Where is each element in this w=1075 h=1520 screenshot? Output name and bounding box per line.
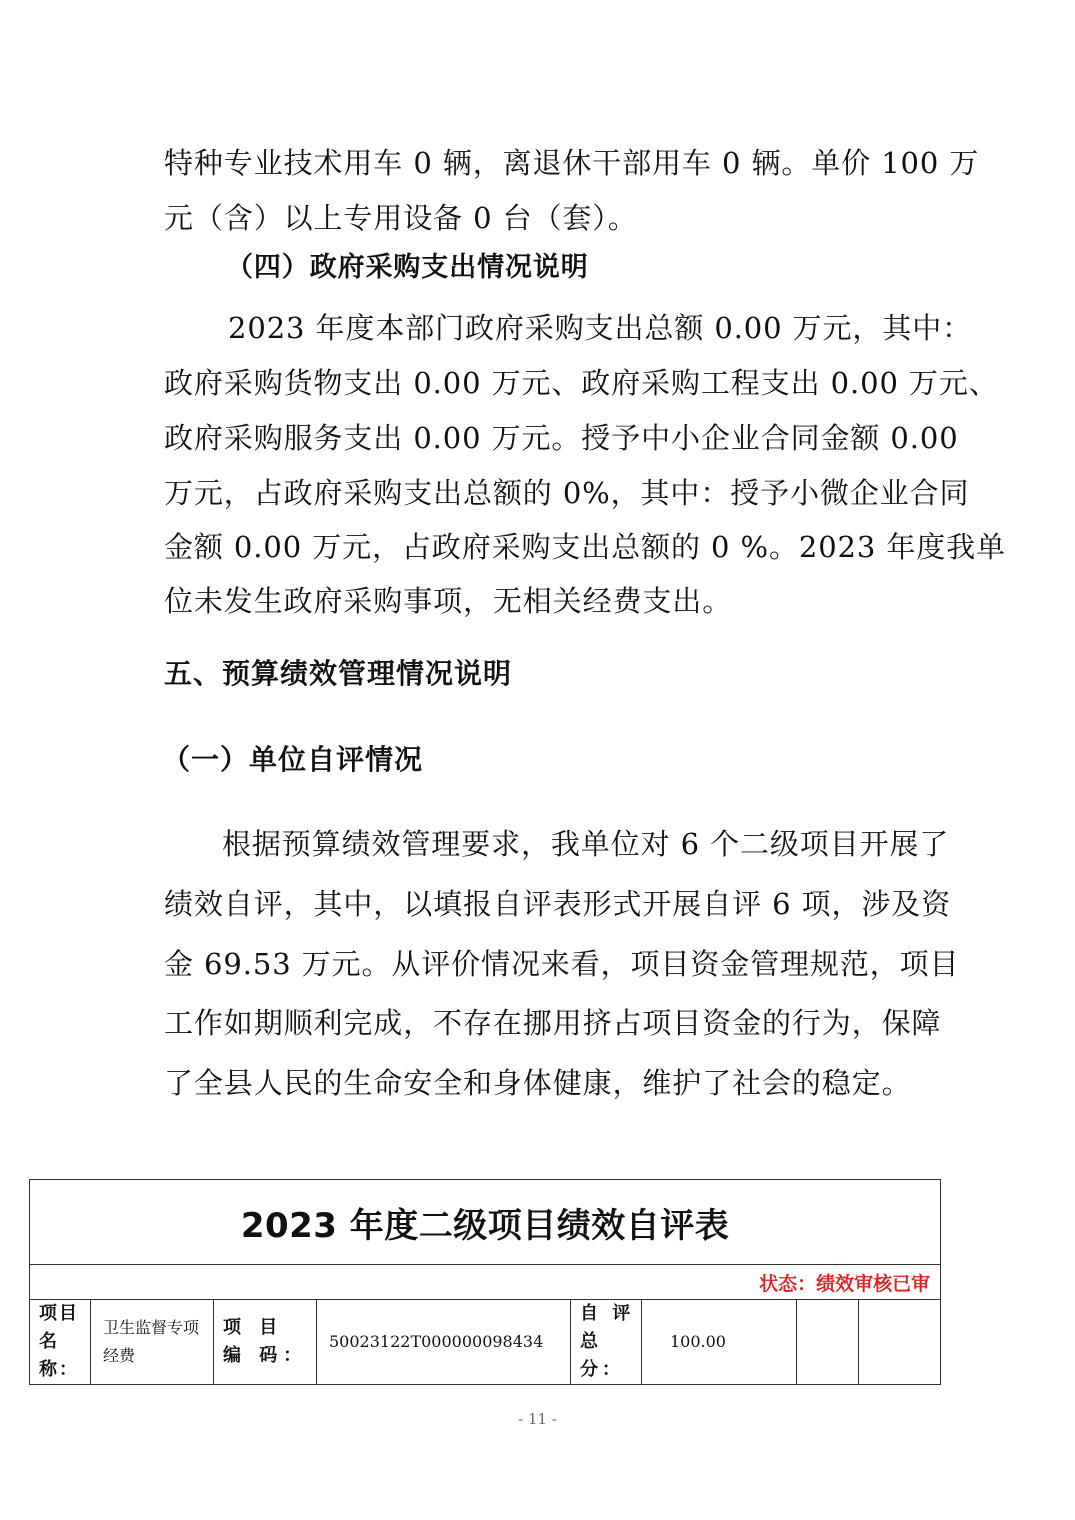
subsection-1-title: （一）单位自评情况 [162, 743, 424, 776]
empty-cell [797, 1300, 859, 1385]
body-text-line: 工作如期顺利完成，不存在挪用挤占项目资金的行为，保障 [164, 1006, 942, 1040]
section-5-title: 五、预算绩效管理情况说明 [164, 657, 513, 690]
table-title: 2023 年度二级项目绩效自评表 [30, 1180, 941, 1265]
body-text-line: 根据预算绩效管理要求，我单位对 6 个二级项目开展了 [222, 827, 950, 861]
body-text-line: 特种专业技术用车 0 辆，离退休干部用车 0 辆。单价 100 万 [164, 146, 980, 180]
self-evaluation-table [29, 1179, 941, 1385]
body-text-line: 元（含）以上专用设备 0 台（套）。 [164, 201, 638, 235]
body-text-line: 金 69.53 万元。从评价情况来看，项目资金管理规范，项目 [164, 947, 960, 981]
status-badge: 状态：绩效审核已审 [30, 1265, 941, 1300]
page-number: - 11 - [518, 1410, 557, 1428]
body-text-line: 政府采购货物支出 0.00 万元、政府采购工程支出 0.00 万元、 [164, 366, 999, 400]
subsection-4-title: （四）政府采购支出情况说明 [226, 252, 589, 283]
body-text-line: 了全县人民的生命安全和身体健康，维护了社会的稳定。 [164, 1066, 912, 1100]
body-text-line: 政府采购服务支出 0.00 万元。授予中小企业合同金额 0.00 [164, 421, 959, 455]
project-code-label: 项 目 编 码： [214, 1300, 317, 1385]
body-text-line: 万元，占政府采购支出总额的 0%，其中：授予小微企业合同 [164, 476, 970, 510]
empty-cell [859, 1300, 941, 1385]
body-text-line: 绩效自评，其中，以填报自评表形式开展自评 6 项，涉及资 [164, 887, 952, 921]
body-text-line: 2023 年度本部门政府采购支出总额 0.00 万元，其中： [228, 311, 973, 345]
project-code-value: 50023122T000000098434 [317, 1300, 571, 1385]
score-label: 自 评 总分： [571, 1300, 642, 1385]
body-text-line: 位未发生政府采购事项，无相关经费支出。 [164, 584, 733, 618]
project-name-label: 项目名称： [30, 1300, 91, 1385]
project-name-value: 卫生监督专项经费 [91, 1300, 214, 1385]
score-value: 100.00 [642, 1300, 797, 1385]
body-text-line: 金额 0.00 万元，占政府采购支出总额的 0 %。2023 年度我单 [164, 530, 1006, 564]
